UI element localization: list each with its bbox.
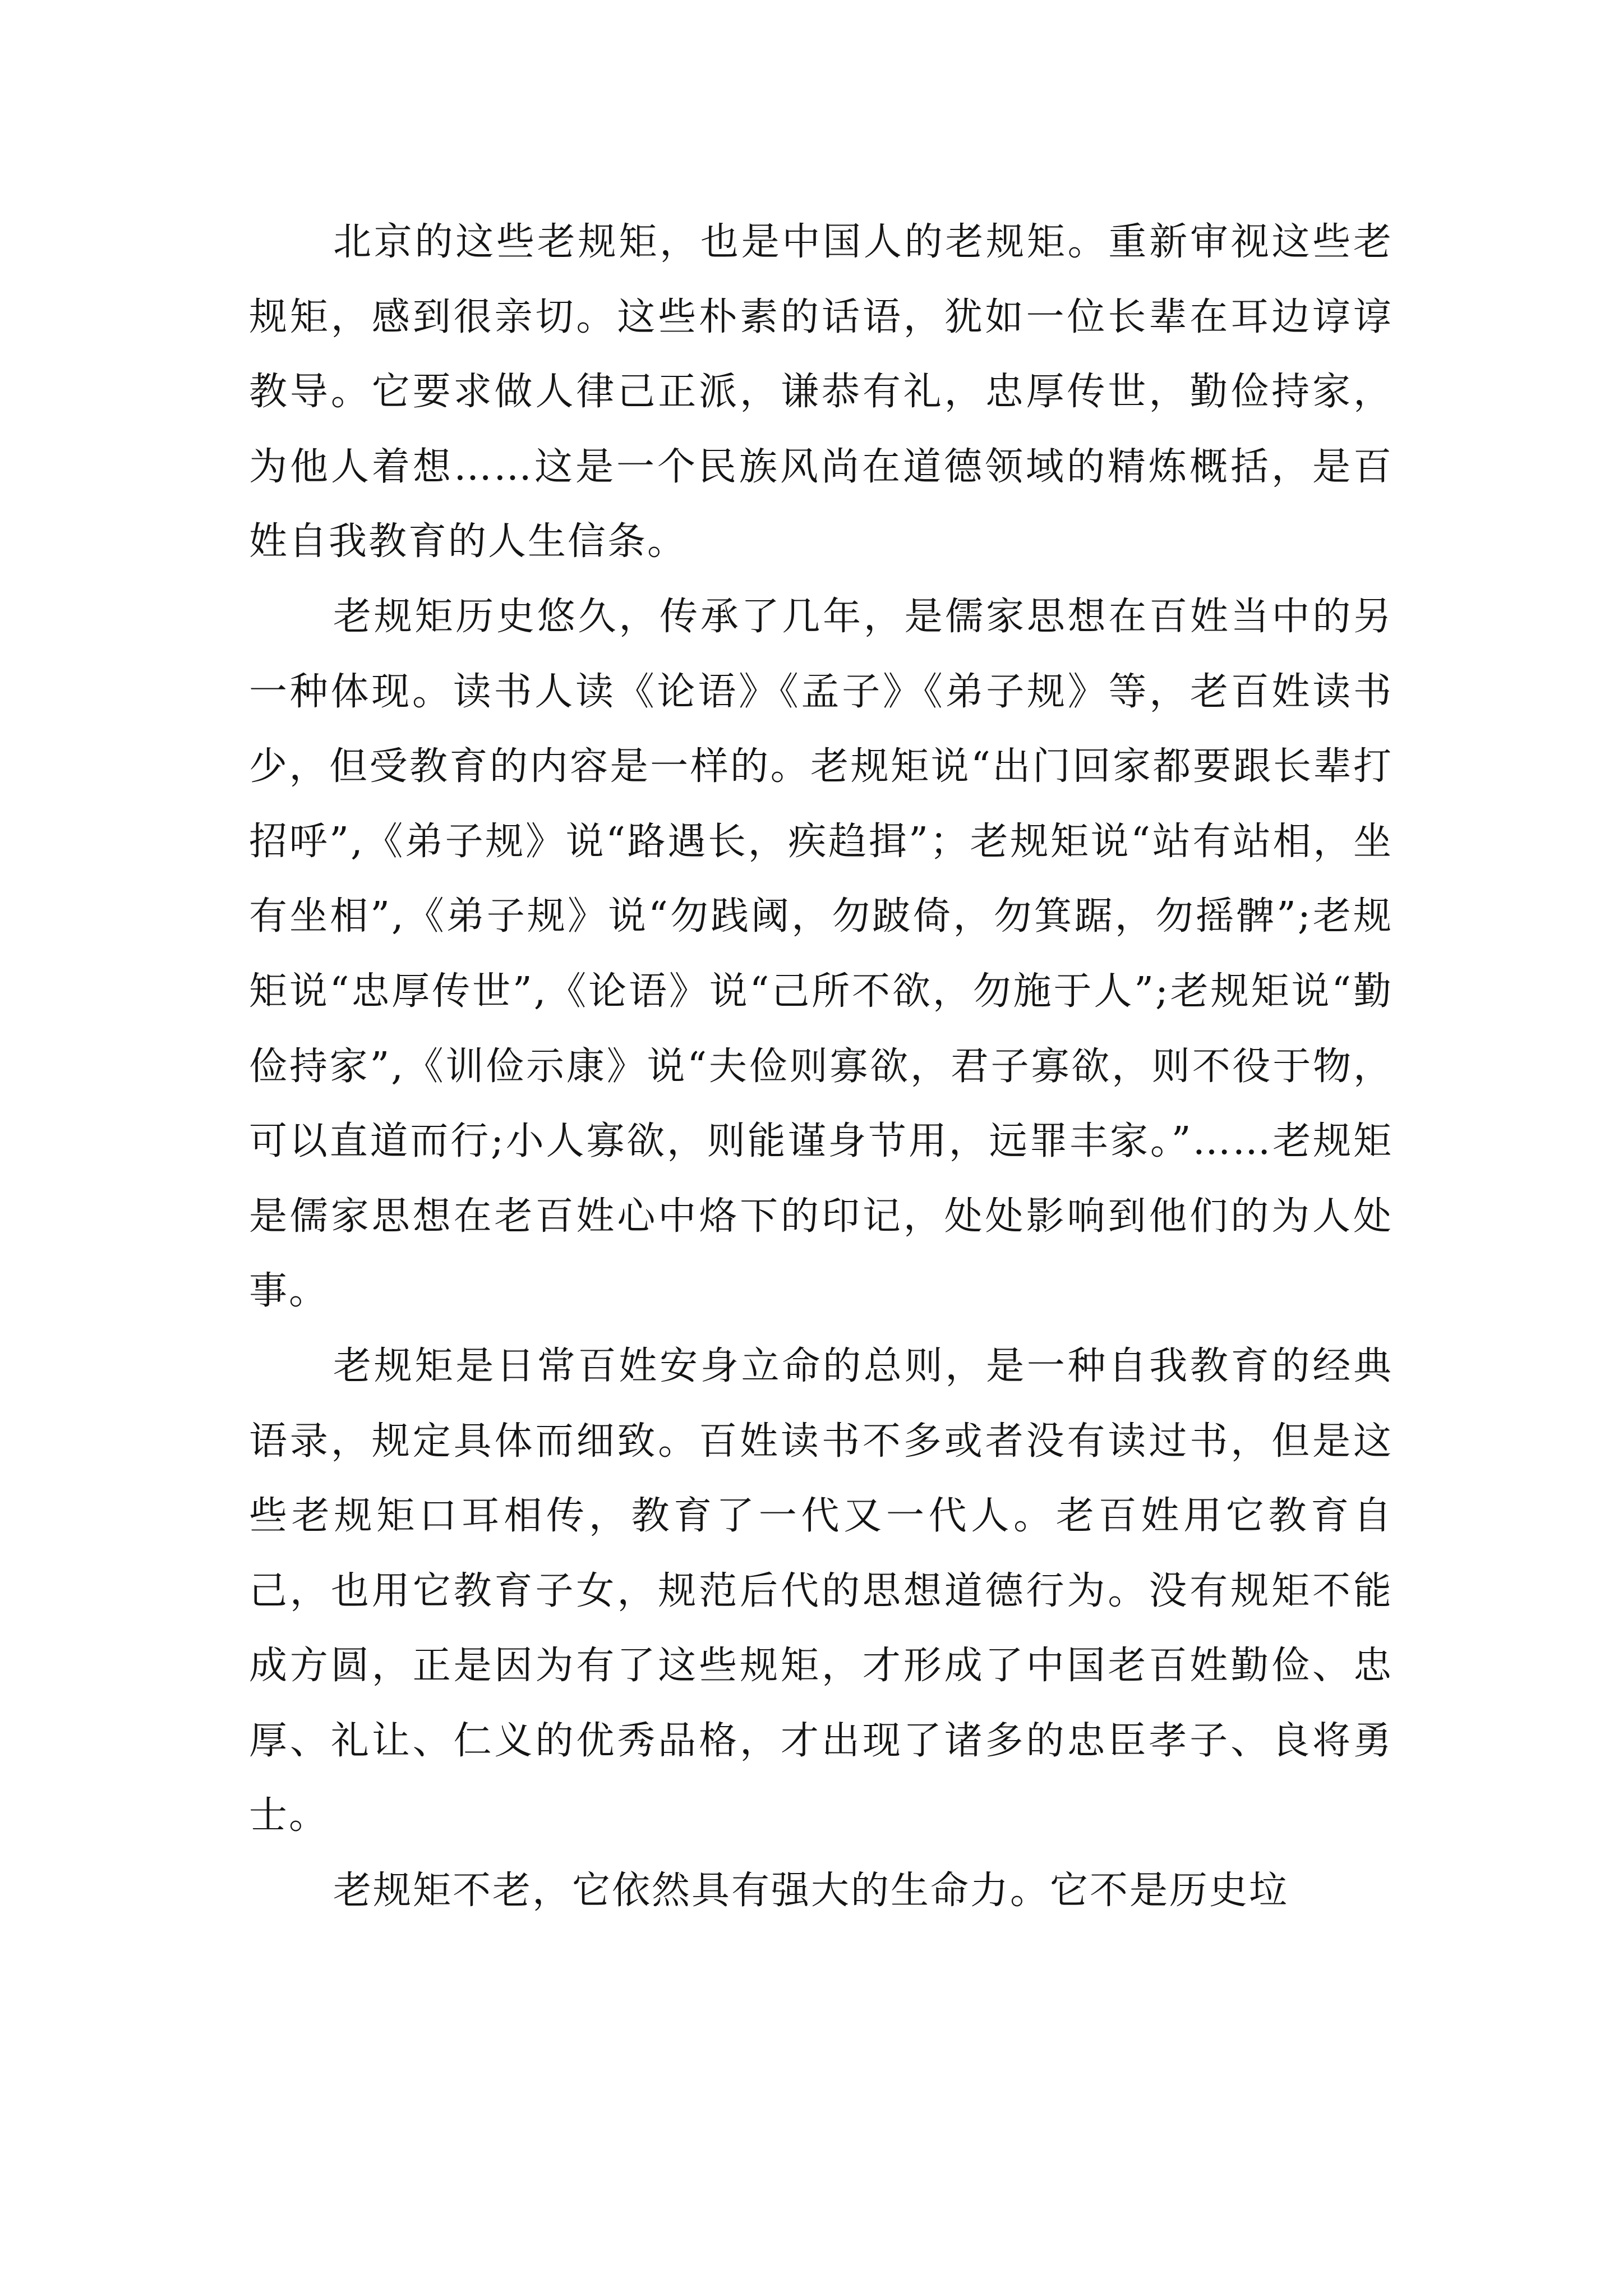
paragraph-3: 老规矩是日常百姓安身立命的总则，是一种自我教育的经典语录，规定具体而细致。百姓读书不多或者没有读过书，但是这些老规矩口耳相传，教育了一代又一代人。老百姓用它教育自己，也用它教育子女，规范后代的思想道德行为。没有规矩不能成方圆，正是因为有了这些规矩，才形成了中国老百姓勤俭、忠厚、礼让、仁义的优秀品格，才出现了诸多的忠臣孝子、良将勇士。 xyxy=(249,1343,1393,1838)
paragraph-4: 老规矩不老，它依然具有强大的生命力。它不是历史垃 xyxy=(333,1869,1289,1913)
body-text xyxy=(249,205,1393,1929)
paragraph-1: 北京的这些老规矩，也是中国人的老规矩。重新审视这些老规矩，感到很亲切。这些朴素的话语，犹如一位长辈在耳边谆谆教导。它要求做人律己正派，谦恭有礼，忠厚传世，勤俭持家，为他人着想……这是一个民族风尚在道德领域的精炼概括，是百姓自我教育的人生信条。 xyxy=(249,220,1393,564)
paragraph-2: 老规矩历史悠久，传承了几年，是儒家思想在百姓当中的另一种体现。读书人读《论语》《孟子》《弟子规》等，老百姓读书少，但受教育的内容是一样的。老规矩说“出门回家都要跟长辈打招呼”,《弟子规》说“路遇长，疾趋揖”；老规矩说“站有站相，坐有坐相”,《弟子规》说“勿践阈，勿跛倚，勿箕踞，勿摇髀”;老规矩说“忠厚传世”,《论语》说“己所不欲，勿施于人”;老规矩说“勤俭持家”,《训俭示康》说“夫俭则寡欲，君子寡欲，则不役于物，可以直道而行;小人寡欲，则能谨身节用，远罪丰家。”……老规矩是儒家思想在老百姓心中烙下的印记，处处影响到他们的为人处事。 xyxy=(249,594,1393,1314)
